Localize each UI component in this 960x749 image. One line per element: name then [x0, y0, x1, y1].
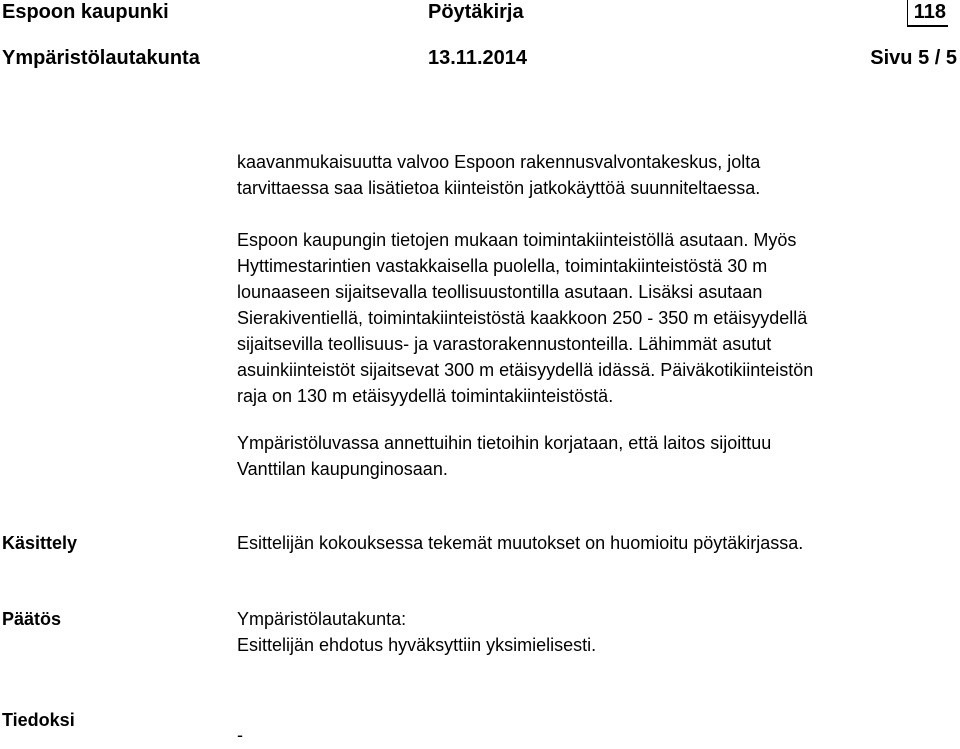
section-content-paatos	[237, 606, 952, 658]
header-paragraph-number: 118	[907, 0, 948, 27]
body-paragraph-1-line: tarvittaessa saa lisätietoa kiinteistön jatkokäyttöä suunniteltaessa.	[237, 178, 761, 198]
section-label-paatos: Päätös	[2, 609, 62, 629]
body-paragraph-2-line: sijaitsevilla teollisuus- ja varastorakennustonteilla. Lähimmät asutut	[237, 334, 772, 354]
body-paragraph-2-line: Espoon kaupungin tietojen mukaan toimintakiinteistöllä asutaan. Myös	[237, 230, 797, 250]
header-date: 13.11.2014	[428, 47, 527, 69]
body-paragraph-3-line: Ympäristöluvassa annettuihin tietoihin korjataan, että laitos sijoittuu	[237, 433, 772, 453]
header-doc-type: Pöytäkirja	[428, 1, 524, 23]
section-content-tiedoksi	[237, 722, 952, 748]
section-label-tiedoksi: Tiedoksi	[2, 710, 75, 730]
header-org: Espoon kaupunki	[2, 1, 169, 23]
tiedoksi-value: -	[237, 725, 243, 745]
body-paragraph-1	[237, 149, 952, 201]
header-committee: Ympäristölautakunta	[2, 47, 200, 69]
body-paragraph-2-line: Sierakiventiellä, toimintakiinteistöstä kaakkoon 250 - 350 m etäisyydellä	[237, 308, 808, 328]
section-content-kasittely	[237, 530, 952, 556]
body-paragraph-2	[237, 227, 952, 409]
paatos-line-1: Ympäristölautakunta:	[237, 609, 407, 629]
body-paragraph-2-line: lounaaseen sijaitsevalla teollisuustontilla asutaan. Lisäksi asutaan	[237, 282, 763, 302]
body-paragraph-3-line: Vanttilan kaupunginosaan.	[237, 459, 448, 479]
section-label-kasittely: Käsittely	[2, 533, 78, 553]
body-paragraph-2-line: Hyttimestarintien vastakkaisella puolella, toimintakiinteistöstä 30 m	[237, 256, 768, 276]
kasittely-text: Esittelijän kokouksessa tekemät muutokset on huomioitu pöytäkirjassa.	[237, 533, 804, 553]
paatos-line-2: Esittelijän ehdotus hyväksyttiin yksimielisesti.	[237, 635, 597, 655]
body-paragraph-3	[237, 430, 952, 482]
body-paragraph-2-line: asuinkiinteistöt sijaitsevat 300 m etäisyydellä idässä. Päiväkotikiinteistön	[237, 360, 814, 380]
body-paragraph-2-line: raja on 130 m etäisyydellä toimintakiinteistöstä.	[237, 386, 614, 406]
body-paragraph-1-line: kaavanmukaisuutta valvoo Espoon rakennusvalvontakeskus, jolta	[237, 152, 761, 172]
header-page-label: Sivu 5 / 5	[870, 47, 957, 69]
